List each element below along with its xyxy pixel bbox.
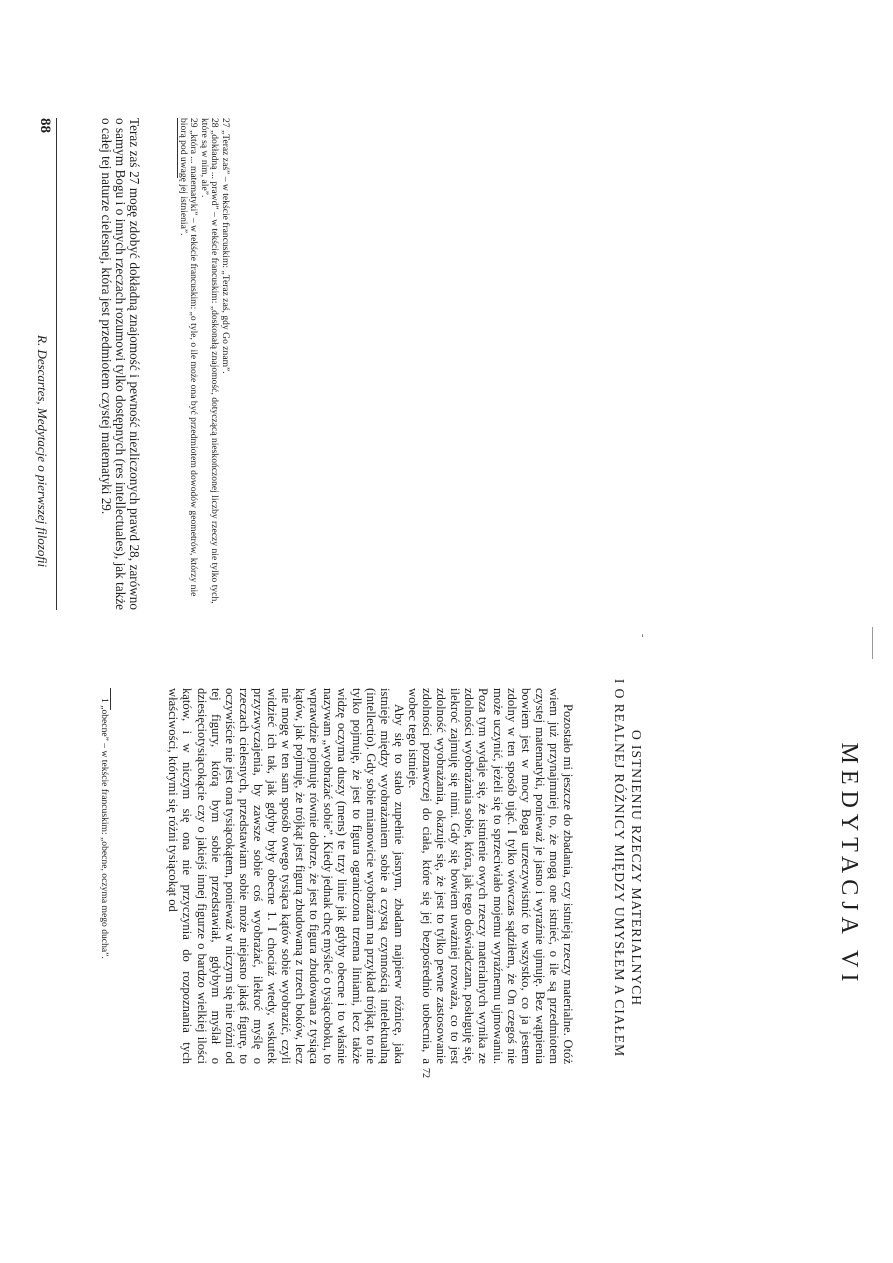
left-paragraph: Teraz zaś 27 mogę zdobyć dokładną znajomość i pewność niezliczonych prawd 28, zarówno o samym Bogu i o innych rzeczach rozumowi tylko dostępnych (res intellectuales), jak także o całej tej naturze cielesnej, która jest przedmiotem czystej matematyki 29. [98,118,142,610]
right-body-text [166,688,575,1064]
paragraph-2: Aby się to stało zupełnie jasnym, zbadam najpierw różnicę, jaka istnieje między wyobrażaniem sobie a czystą czynnością intelektualną (intellectio). Gdy sobie mianowicie wyobrażam na przykład trójkąt, to nie tylko pojmuję, że jest to figura ograniczona trzema liniami, lecz także widzę oczyma duszy (mens) te trzy linie jak gdyby obecne i to właśnie nazywam „wyobrażać sobie”. Kiedy jednak chcę myśleć o tysiącoboku, to wprawdzie pojmuję równie dobrze, że jest to figura zbudowana z tysiąca kątów, jak pojmuję, że trójkąt jest figurą zbudowaną z trzech boków, lecz nie mogę w ten sam sposób owego tysiąca kątów sobie wyobrazić, czyli widzieć ich tak, jak gdyby były obecne 1. I chociaż wtedy, wskutek przyzwyczajenia, by zawsze sobie coś wyobrażać, ilekroć myślę o rzeczach cielesnych, przedstawiam sobie może niejasno jakąś figurę, to oczywiście nie jest ona tysiącokątem, ponieważ w niczym się nie różni od tej figury, którą bym sobie przedstawiał, gdybym myślał o dziesięciotysiącokącie czy o jakiejś innej figurze o bardzo wielkiej ilości kątów, i w niczym się ona nie przyczynia do rozpoznania tych właściwości, którymi się różni tysiącokąt od [166,688,406,1064]
scan-mark [872,627,873,659]
header-rule [56,118,57,610]
footnote: 27 „Teraz zaś” – w tekście francuskim: „Teraz zaś, gdy Go znam”. [220,118,231,374]
left-footnotes [177,118,230,610]
paragraph-1: Pozostało mi jeszcze do zbadania, czy istnieją rzeczy materialne. Otóż wiem już przynajmniej to, że mogą one istnieć, o ile są przedmiotem czystej matematyki, ponieważ je jasno i wyraźnie ujmuję. Bez wątpienia bowiem jest w mocy Boga urzeczywistnić to wszystko, co ja jestem zdolny w ten sposób ująć. I tylko wówczas sądziłem, że On czegoś nie może uczynić, jeżeli się to sprzeciwiało mojemu wyraźnemu ujmowaniu. Poza tym wydaje się, że istnienie owych rzeczy materialnych wynika ze zdolności wyobrażania sobie, która, jak tego doświadczam, posługuję się, ilekroć zajmuję się nimi. Gdy się bowiem uważniej rozważa, co to jest zdolność wyobrażania, okazuje się, że jest to tylko pewne zastosowanie zdolności poznawczej do ciała, które się jej bezpośrednio uobecnia, a wobec tego istnieje. [405,688,575,1064]
footnote-rule [110,688,111,710]
footnote: 29 „która ... matematyki” – w tekście francuskim: „o tyle, o ile może ona być przedmiotem dowodów geometrów, którzy nie biorą pod uwagę jej istnienia”. [177,118,200,597]
left-body-text [98,118,141,610]
margin-page-number: 72 [420,1068,431,1078]
scan-mark: - [637,634,648,638]
running-head: R. Descartes, Medytacje o pierwszej filozofii [35,335,50,568]
chapter-subtitle-line1: O ISTNIENIU RZECZY MATERIALNYCH [629,729,644,1007]
footnote: 28 „dokładną ... prawd” – w tekście francuskim: „doskonałą znajomość, dotyczącą nieskończonej liczby rzeczy nie tylko tych, które są w nim, ale”. [198,118,221,604]
chapter-subtitle-line2: I O REALNEJ RÓŻNICY MIĘDZY UMYSŁEM A CIAŁEM [612,678,627,1058]
right-footnote: 1 „obecne” – w tekście francuskim: „obecne, oczyma mego ducha”. [99,698,110,959]
chapter-title: MEDYTACJA VI [836,742,862,988]
page-number: 88 [37,118,53,133]
